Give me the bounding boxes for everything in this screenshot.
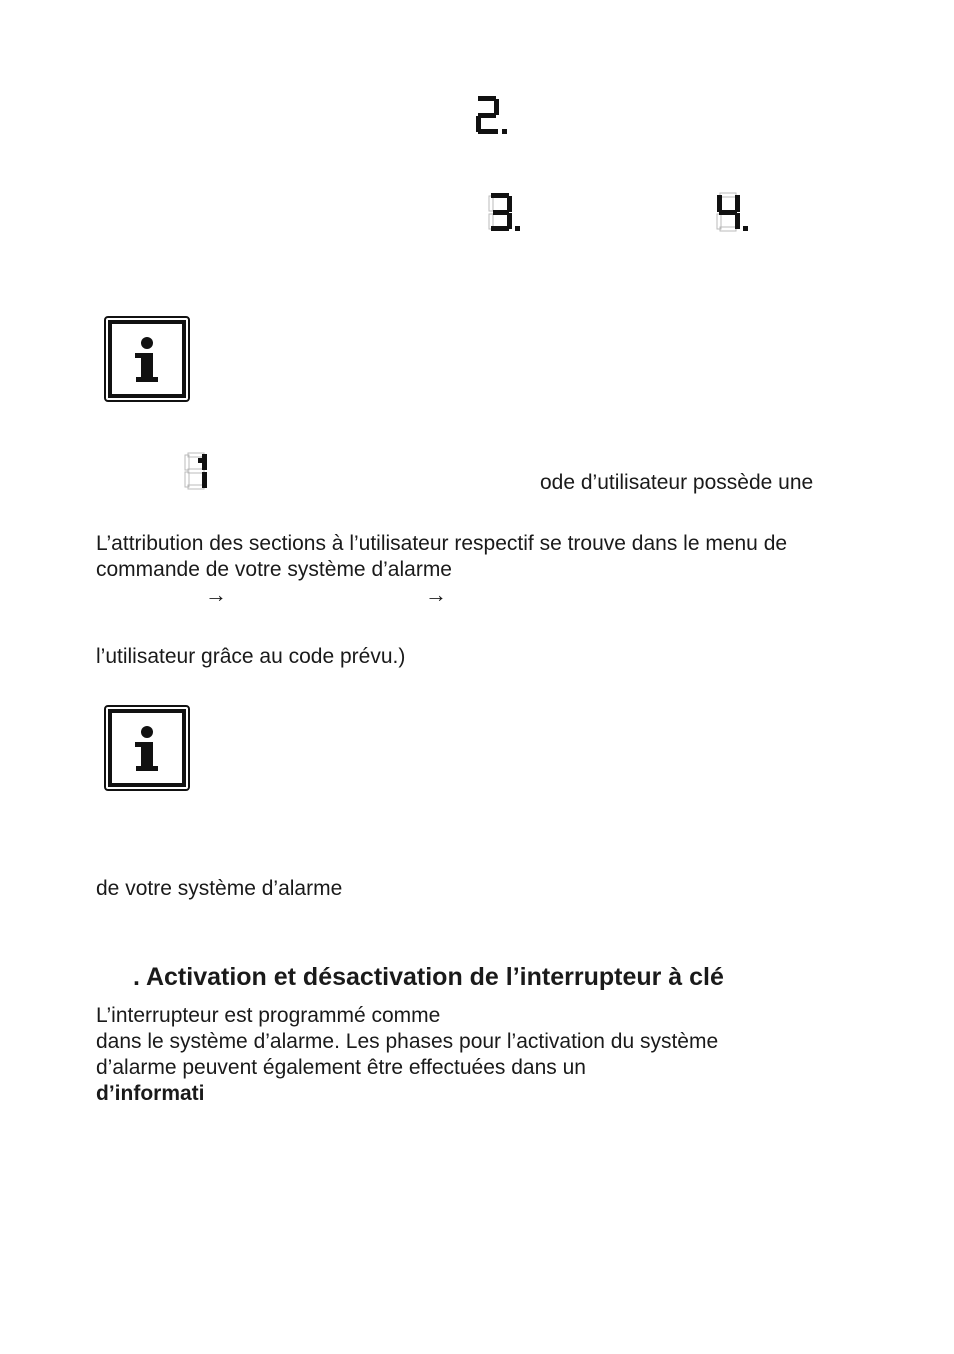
key-switch-paragraph-line-3: d’alarme peuvent également être effectuées dans un (96, 1056, 586, 1079)
sections-paragraph-line-1: L’attribution des sections à l’utilisateur respectif se trouve dans le menu de (96, 532, 788, 555)
arrow-right-icon: → (425, 582, 447, 607)
info-icon (103, 704, 191, 797)
alarm-system-text: de votre système d’alarme (96, 877, 343, 900)
key-switch-paragraph-line-2: dans le système d’alarme. Les phases pour l’activation du système (96, 1030, 719, 1053)
seven-segment-display-3 (486, 191, 522, 235)
seven-segment-display-1 (183, 451, 211, 491)
arrow-right-icon: → (205, 582, 227, 607)
seven-segment-display-2 (473, 94, 509, 138)
sections-paragraph-line-2: commande de votre système d’alarme (96, 558, 452, 581)
section-heading: . Activation et désactivation de l’interrupteur à clé (133, 963, 724, 991)
seven-segment-display-4 (714, 191, 750, 235)
user-code-text: ode d’utilisateur possède une (540, 471, 814, 494)
user-code-grace-text: l’utilisateur grâce au code prévu.) (96, 645, 406, 668)
key-switch-paragraph-line-1: L’interrupteur est programmé comme (96, 1004, 441, 1027)
key-switch-paragraph-line-4: d’informati (96, 1082, 205, 1105)
info-icon (103, 315, 191, 408)
